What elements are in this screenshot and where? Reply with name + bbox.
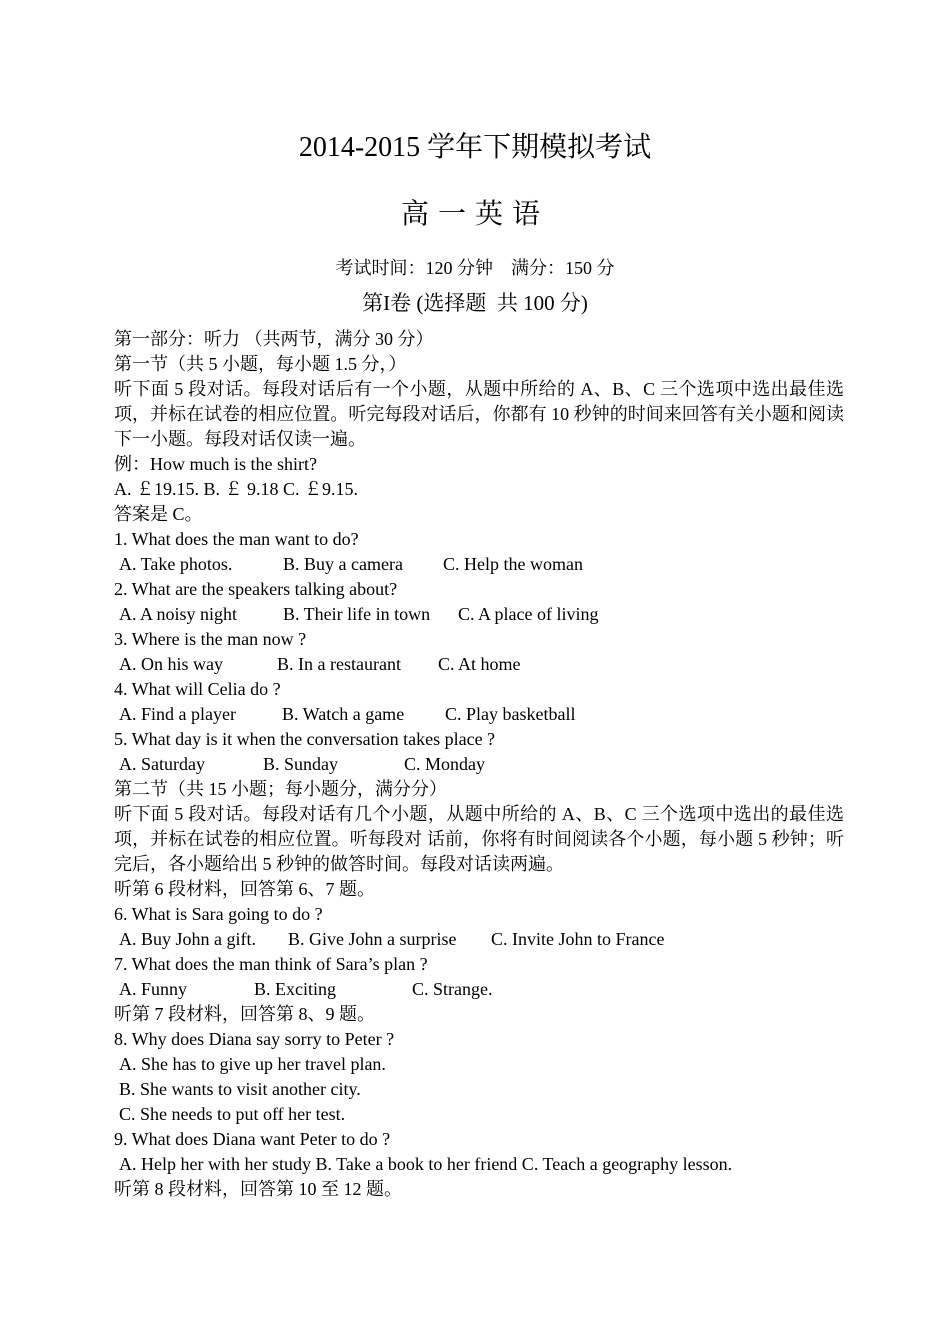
option-b: B. Their life in town	[283, 604, 431, 624]
option-c: C. At home	[438, 654, 521, 674]
option-a: A. A noisy night	[119, 604, 238, 624]
question-6-options	[114, 927, 844, 952]
question-8-option-a: A. She has to give up her travel plan.	[119, 1054, 386, 1074]
question-8-option-b: B. She wants to visit another city.	[119, 1079, 361, 1099]
option-a: A. Buy John a gift.	[119, 929, 256, 949]
option-c: C. Play basketball	[445, 704, 576, 724]
question-7: 7. What does the man think of Sara’s plan ?	[114, 954, 428, 974]
option-c: C. Help the woman	[443, 554, 583, 574]
material-6-heading: 听第 6 段材料，回答第 6、7 题。	[114, 879, 375, 899]
question-3-options	[114, 652, 844, 677]
material-7-heading: 听第 7 段材料，回答第 8、9 题。	[114, 1004, 375, 1024]
example-answer: 答案是 C。	[114, 504, 203, 524]
part1-heading: 第一部分：听力 （共两节，满分 30 分）	[114, 329, 434, 349]
question-9-options: A. Help her with her study B. Take a book to her friend C. Teach a geography lesson.	[119, 1154, 733, 1174]
option-a: A. Saturday	[119, 754, 205, 774]
option-b: B. In a restaurant	[277, 654, 401, 674]
option-a: A. On his way	[119, 654, 223, 674]
option-c: C. Strange.	[412, 979, 493, 999]
exam-subject: 高一英语	[400, 199, 549, 230]
question-8-option-c: C. She needs to put off her test.	[119, 1104, 346, 1124]
option-b: B. Buy a camera	[283, 554, 403, 574]
option-b: B. Sunday	[263, 754, 339, 774]
question-8: 8. Why does Diana say sorry to Peter ?	[114, 1029, 395, 1049]
section1-instructions: 听下面 5 段对话。每段对话后有一个小题，从题中所给的 A、B、C 三个选项中选出最佳选项，并标在试卷的相应位置。听完每段对话后，你都有 10 秒钟的时间来回答有关小题和阅读下一小题。每段对话仅读一遍。	[114, 379, 844, 449]
volume-heading: 第I卷 (选择题 共 100 分)	[362, 291, 588, 315]
section2-heading: 第二节（共 15 小题；每小题分，满分分）	[114, 779, 447, 799]
question-2-options	[114, 602, 844, 627]
option-a: A. Take photos.	[119, 554, 233, 574]
question-1: 1. What does the man want to do?	[114, 529, 359, 549]
exam-body	[114, 327, 844, 1202]
option-c: C. A place of living	[458, 604, 599, 624]
question-5-options	[114, 752, 844, 777]
option-a: A. Funny	[119, 979, 188, 999]
exam-info: 考试时间：120 分钟 满分：150 分	[335, 258, 615, 278]
option-c: C. Monday	[404, 754, 485, 774]
section1-heading: 第一节（共 5 小题，每小题 1.5 分，）	[114, 354, 407, 374]
question-4-options	[114, 702, 844, 727]
question-4: 4. What will Celia do ?	[114, 679, 281, 699]
option-b: B. Watch a game	[282, 704, 405, 724]
question-5: 5. What day is it when the conversation takes place ?	[114, 729, 496, 749]
option-b: B. Give John a surprise	[288, 929, 457, 949]
option-c: C. Invite John to France	[491, 929, 665, 949]
exam-title: 2014-2015 学年下期模拟考试	[298, 132, 652, 163]
example-options: A. ￡19.15. B. ￡ 9.18 C. ￡9.15.	[114, 479, 359, 499]
material-8-heading: 听第 8 段材料，回答第 10 至 12 题。	[114, 1179, 402, 1199]
question-2: 2. What are the speakers talking about?	[114, 579, 398, 599]
example-question: 例：How much is the shirt?	[114, 454, 317, 474]
question-9: 9. What does Diana want Peter to do ?	[114, 1129, 391, 1149]
question-7-options	[114, 977, 844, 1002]
question-1-options	[114, 552, 844, 577]
option-a: A. Find a player	[119, 704, 236, 724]
option-b: B. Exciting	[254, 979, 336, 999]
question-6: 6. What is Sara going to do ?	[114, 904, 323, 924]
section2-instructions: 听下面 5 段对话。每段对话有几个小题，从题中所给的 A、B、C 三个选项中选出的最佳选项，并标在试卷的相应位置。听每段对 话前，你将有时间阅读各个小题，每小题 5 秒钟；听完后，各小题给出 5 秒钟的做答时间。每段对话读两遍。	[114, 804, 844, 874]
question-3: 3. Where is the man now ?	[114, 629, 307, 649]
